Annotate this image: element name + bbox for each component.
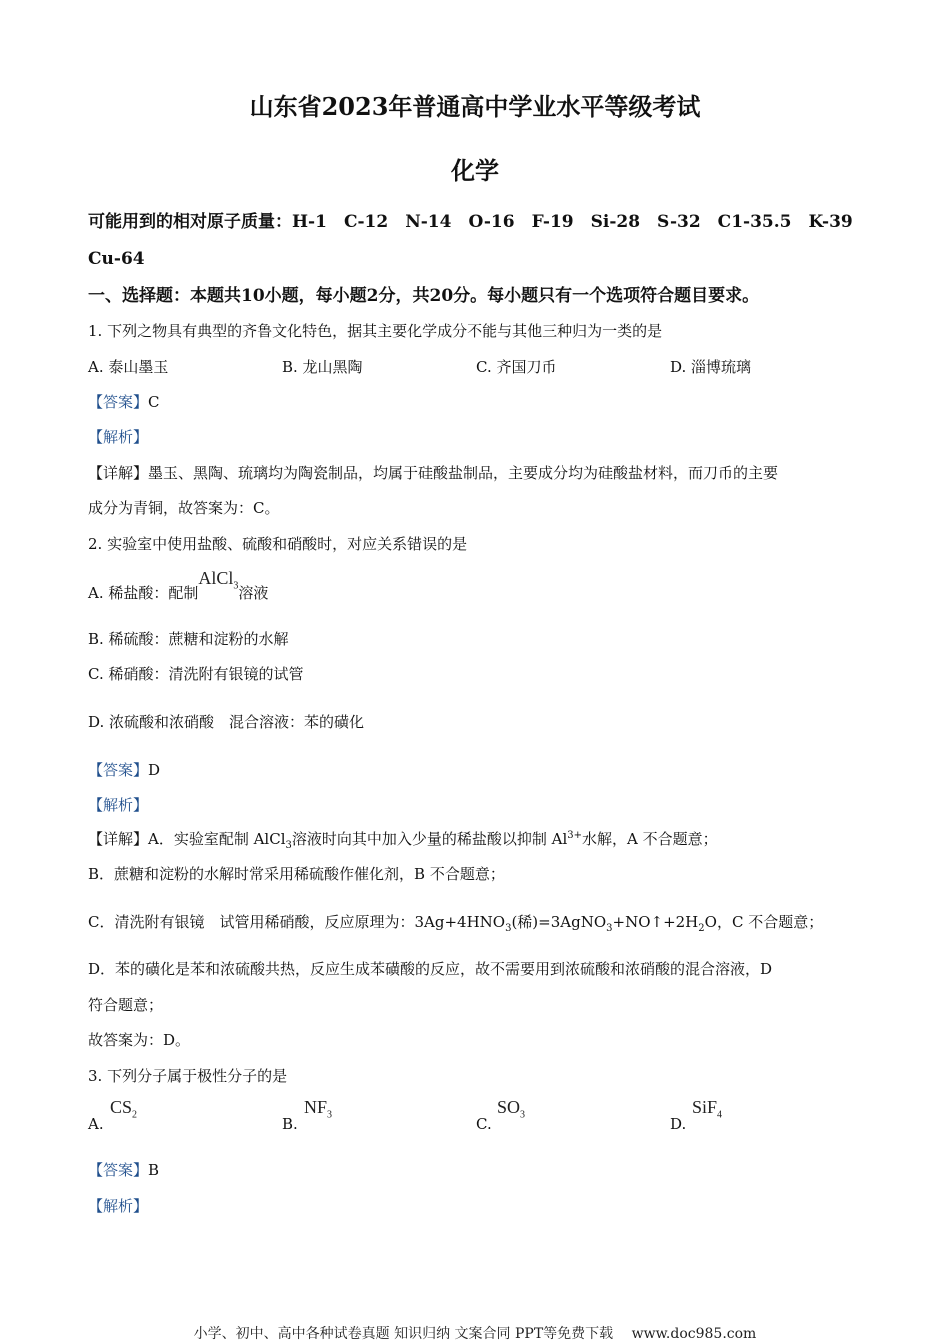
- q2-analysis-label: 【解析】: [88, 796, 149, 814]
- q1-option-b: B. 龙山黑陶: [282, 358, 363, 376]
- q3-option-a-letter: A.: [88, 1115, 104, 1133]
- q2-option-a-suffix: 溶液: [238, 584, 269, 602]
- answer-label: 【答案】: [88, 393, 149, 411]
- q3-option-c-letter: C.: [476, 1115, 492, 1133]
- q1-option-d: D. 淄博琉璃: [670, 358, 752, 376]
- q1-detail-line2: 成分为青铜，故答案为：C。: [88, 499, 280, 517]
- q3-stem: 3. 下列分子属于极性分子的是: [88, 1067, 288, 1085]
- exam-title: 山东省2023年普通高中学业水平等级考试: [249, 92, 701, 121]
- q2-option-a-prefix: A. 稀盐酸：配制: [88, 584, 199, 602]
- q2-detail-d-line2: 符合题意；: [88, 996, 164, 1014]
- q3-analysis-label: 【解析】: [88, 1197, 149, 1215]
- q3-option-a-formula: $CS_2$: [110, 1097, 138, 1121]
- q2-detail-b: B．蔗糖和淀粉的水解时常采用稀硫酸作催化剂，B 不合题意；: [88, 865, 505, 883]
- q1-answer: [88, 392, 160, 412]
- q2-detail-c: C．清洗附有银镜 试管用稀硝酸，反应原理为：$3Ag+4HNO_3$(稀)$=3AgNO_3+NO↑+2H_2O$，C 不合题意；: [88, 913, 824, 934]
- q1-option-a: A. 泰山墨玉: [88, 358, 169, 376]
- subject-title: 化学: [451, 156, 499, 185]
- footer-text[interactable]: 小学、初中、高中各种试卷真题 知识归纳 文案合同 PPT等免费下载 www.doc985.com: [193, 1326, 757, 1342]
- q1-stem: 1. 下列之物具有典型的齐鲁文化特色，据其主要化学成分不能与其他三种归为一类的是: [88, 322, 663, 340]
- atomic-masses-line1: 可能用到的相对原子质量：H-1 C-12 N-14 O-16 F-19 Si-28 S-32 C1-35.5 K-39: [88, 212, 853, 232]
- q3-option-d-formula: SiF$_4$: [692, 1097, 723, 1121]
- q1-detail-line1: 【详解】墨玉、黑陶、琉璃均为陶瓷制品，均属于硅酸盐制品，主要成分均为硅酸盐材料，而刀币的主要: [88, 464, 779, 482]
- alcl3-formula: AlCl$_3$: [198, 568, 239, 592]
- q1-answer-value: C: [148, 393, 160, 411]
- q2-option-b: B. 稀硫酸：蔗糖和淀粉的水解: [88, 630, 289, 648]
- q2-answer: [88, 760, 160, 780]
- q3-answer: [88, 1160, 159, 1180]
- q2-answer-value: D: [148, 761, 161, 779]
- q2-detail-d-line1: D．苯的磺化是苯和浓硫酸共热，反应生成苯磺酸的反应，故不需要用到浓硫酸和浓硝酸的混合溶液，D: [88, 960, 773, 978]
- q3-option-d-letter: D.: [670, 1115, 687, 1133]
- q3-answer-value: B: [148, 1161, 160, 1179]
- atomic-masses-line2: Cu-64: [88, 249, 145, 269]
- answer-label: 【答案】: [88, 761, 149, 779]
- q1-analysis-label: 【解析】: [88, 428, 149, 446]
- q2-option-c: C. 稀硝酸：清洗附有银镜的试管: [88, 665, 304, 683]
- q2-detail-a: 【详解】A．实验室配制 AlCl$_3$溶液时向其中加入少量的稀盐酸以抑制 $Al^{3+}$水解，A 不合题意；: [88, 830, 718, 851]
- q3-option-b-letter: B.: [282, 1115, 298, 1133]
- q2-option-d: D. 浓硫酸和浓硝酸 混合溶液：苯的磺化: [88, 713, 365, 731]
- q2-stem: 2. 实验室中使用盐酸、硫酸和硝酸时，对应关系错误的是: [88, 535, 468, 553]
- q2-conclusion: 故答案为：D。: [88, 1031, 191, 1049]
- answer-label: 【答案】: [88, 1161, 149, 1179]
- q2-option-a: [88, 568, 269, 603]
- section-heading: 一、选择题：本题共10小题，每小题2分，共20分。每小题只有一个选项符合题目要求。: [88, 286, 760, 306]
- q3-option-c-formula: $SO_3$: [497, 1097, 526, 1121]
- q3-option-b-formula: $NF_3$: [304, 1097, 333, 1121]
- q1-option-c: C. 齐国刀币: [476, 358, 557, 376]
